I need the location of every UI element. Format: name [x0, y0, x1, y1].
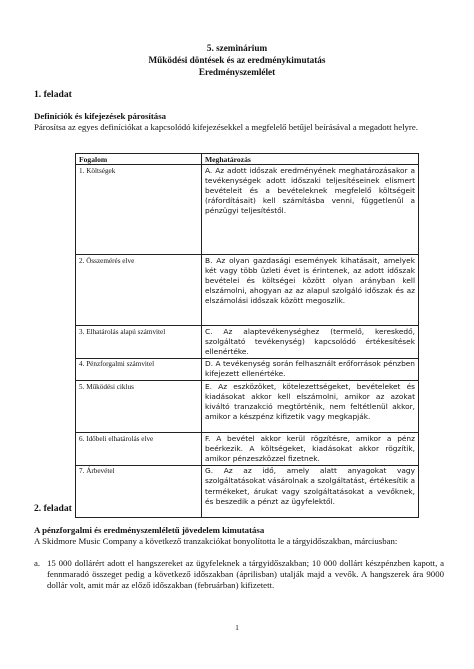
definition-cell: B. Az olyan gazdasági események kihatásait, amelyek két vagy több üzleti évet is érintenek, az adott időszak bevételei és költségei között olyan arányban kell elszámolni, ahogyan az az alapul szolgáló időszak és az elszámolási időszak között megoszlik.	[202, 255, 419, 326]
definition-cell: A. Az adott időszak eredményének meghatározásakor a tevékenységek adott időszaki teljesítéseinek elismert bevételeit és a bevételeknek megfelelő költségeit (ráfordításait) kell számításba venni, függetlenül a pénzügyi teljesítéstől.	[202, 165, 419, 255]
seminar-title: 5. szeminárium	[206, 43, 268, 53]
term-cell: 1. Költségek	[76, 165, 202, 255]
table-row	[76, 165, 419, 255]
table-header-row	[76, 154, 419, 165]
seminar-topic: Működési döntések és az eredménykimutatás	[148, 55, 326, 65]
column-header-term: Fogalom	[76, 154, 202, 165]
item-marker: a.	[34, 558, 41, 568]
definitions-table	[75, 153, 419, 518]
table-row	[76, 326, 419, 359]
term-cell: 5. Működési ciklus	[76, 381, 202, 433]
definition-cell: F. A bevétel akkor kerül rögzítésre, amikor a pénz beérkezik. A költségeket, kiadásokat akkor rögzítik, amikor pénzeszközzel fizetnek.	[202, 433, 419, 466]
term-cell: 7. Árbevétel	[76, 465, 202, 517]
task1-heading: 1. feladat	[34, 89, 72, 100]
page-number: 1	[235, 623, 239, 632]
definition-cell: C. Az alaptevékenységhez (termelő, kereskedő, szolgáltató tevékenység) kapcsolódó értékesítések ellenértéke.	[202, 326, 419, 359]
task2-subheading: A pénzforgalmi és eredményszemléletű jövedelem kimutatása	[34, 525, 265, 535]
definition-cell: D. A tevékenység során felhasznált erőforrások pénzben kifejezett ellenértéke.	[202, 358, 419, 380]
table-row	[76, 381, 419, 433]
table-row	[76, 358, 419, 380]
document-title-block	[0, 42, 474, 78]
table-row	[76, 465, 419, 517]
definition-cell: G. Az az idő, amely alatt anyagokat vagy szolgáltatásokat vásárolnak a szolgáltatást, értékesítik a termékeket, árukat vagy szolgáltatásokat a vevőknek, és beszedik a pénzt az ügyfelektől.	[202, 465, 419, 517]
item-text: 15 000 dollárért adott el hangszereket az ügyfeleknek a tárgyidőszakban; 10 000 dollárt készpénzben kapott, a fennmaradó összeget pedig a következő időszakban (áprilisban) utalják majd a vevők. A hangszerek ára 9000 dollár volt, amit már az előző időszakban (februárban) kifizetett.	[47, 558, 444, 590]
term-cell: 6. Időbeli elhatárolás elve	[76, 433, 202, 466]
seminar-subtopic: Eredményszemlélet	[198, 67, 276, 77]
task1-instruction: Párosítsa az egyes definíciókat a kapcsolódó kifejezésekkel a megfelelő betűjel beírásával a megadott helyre.	[34, 122, 418, 132]
term-cell: 3. Elhatárolás alapú számvitel	[76, 326, 202, 359]
transaction-item-a	[34, 558, 444, 591]
table-row	[76, 255, 419, 326]
table-row	[76, 433, 419, 466]
term-cell: 2. Összemérés elve	[76, 255, 202, 326]
task1-subheading: Definíciók és kifejezések párosítása	[34, 111, 167, 121]
column-header-definition: Meghatározás	[202, 154, 419, 165]
term-cell: 4. Pénzforgalmi számvitel	[76, 358, 202, 380]
task2-heading: 2. feladat	[34, 503, 72, 514]
task2-intro: A Skidmore Music Company a következő tranzakciókat bonyolította le a tárgyidőszakban, márciusban:	[34, 536, 398, 546]
definition-cell: E. Az eszközöket, kötelezettségeket, bevételeket és kiadásokat akkor kell elszámolni, amikor az azokat kiváltó tranzakció megtörténik, nem feltétlenül akkor, amikor a készpénz kifizetik vagy megkapják.	[202, 381, 419, 433]
